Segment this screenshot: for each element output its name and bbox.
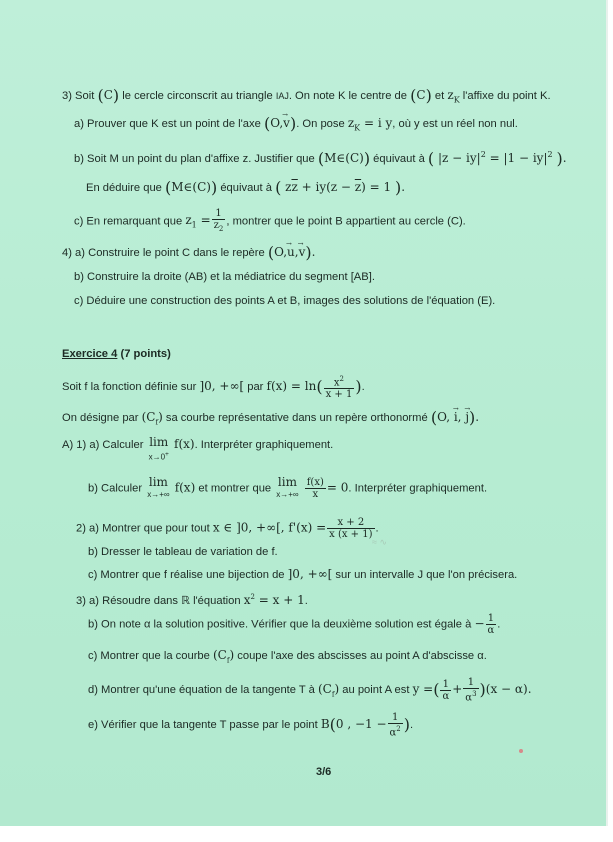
part-A2a: 2) a) Montrer que pour tout x ∈ ]0, +∞[, f'(x) = $\frac{x + 2}{x (x + 1)}$ . — [76, 517, 379, 540]
q4-a: 4) a) Construire le point C dans le repère (O,→ u,→ v). — [62, 245, 315, 260]
q3-b: b) Soit M un point du plan d'affixe z. Justifier que (M∈(C)) équivaut à ( $|z - iy|^2 = |1 - iy|^2$ ). — [74, 149, 567, 168]
part-A3b: b) On note α la solution positive. Vérifier que la deuxième solution est égale à − $\frac{1}{\alpha}$ . — [88, 613, 501, 636]
part-A2b: b) Dresser le tableau de variation de f. — [88, 546, 278, 558]
q4-b: b) Construire la droite (AB) et la médiatrice du segment [AB]. — [74, 271, 375, 283]
q3-b2: En déduire que (M∈(C)) équivaut à ( $z\overline{z} + iy(z - \overline{z}) = 1$ ). — [86, 178, 406, 197]
part-A2c: c) Montrer que f réalise une bijection de ]0, +∞[ sur un intervalle J que l'on précisera. — [88, 567, 518, 581]
q4-c: c) Déduire une construction des points A et B, images des solutions de l'équation (E). — [74, 295, 496, 307]
ink-spot — [519, 749, 523, 753]
bleed-through-mark: ≈ ∿ — [372, 537, 387, 547]
part-A3d: d) Montrer qu'une équation de la tangente T à $(C_f)$ au point A est y =( $\frac{1}{\alpha}$ + $\frac{1}{\alpha^3}$ )(x − α). — [88, 677, 532, 704]
part-A1b: b) Calculer lim x→+∞ f(x) et montrer que lim x→+∞ $\frac{f(x)}{x}$ = 0. Interpréter graphiquement. — [88, 475, 488, 500]
q3-a: a) Prouver que K est un point de l'axe (O,→ v). On pose $z_K = i$ y, où y est un réel non nul. — [74, 116, 518, 135]
q3-intro: 3) Soit (C) le cercle circonscrit au triangle IAJ. On note K le centre de (C) et $z_K$ l'affixe du point K. — [62, 86, 551, 105]
function-definition: Soit f la fonction définie sur ]0, +∞[ par f(x) = ln( $\frac{x^2}{x + 1}$ ). — [62, 375, 365, 401]
exercise-heading: Exercice 4 (7 points) — [62, 348, 171, 360]
part-A1a: A) 1) a) Calculer lim x→0+ f(x). Interpréter graphiquement. — [62, 435, 334, 462]
part-A3a: 3) a) Résoudre dans ℝ l'équation $x^2 = x + 1$. — [76, 593, 308, 607]
part-A3e: e) Vérifier que la tangente T passe par le point B(0 , −1 − $\frac{1}{\alpha^2}$ ). — [88, 712, 414, 739]
part-A3c: c) Montrer que la courbe $(C_f)$ coupe l'axe des abscisses au point A d'abscisse α. — [88, 648, 487, 665]
page-number: 3/6 — [316, 766, 332, 778]
curve-designation: On désigne par $(C_f)$ sa courbe représentative dans un repère orthonormé (O, → i, → j). — [62, 410, 479, 429]
q3-c: c) En remarquant que $z_1$ = $\frac{1}{z_2}$ , montrer que le point B appartient au cercle (C). — [74, 208, 466, 233]
